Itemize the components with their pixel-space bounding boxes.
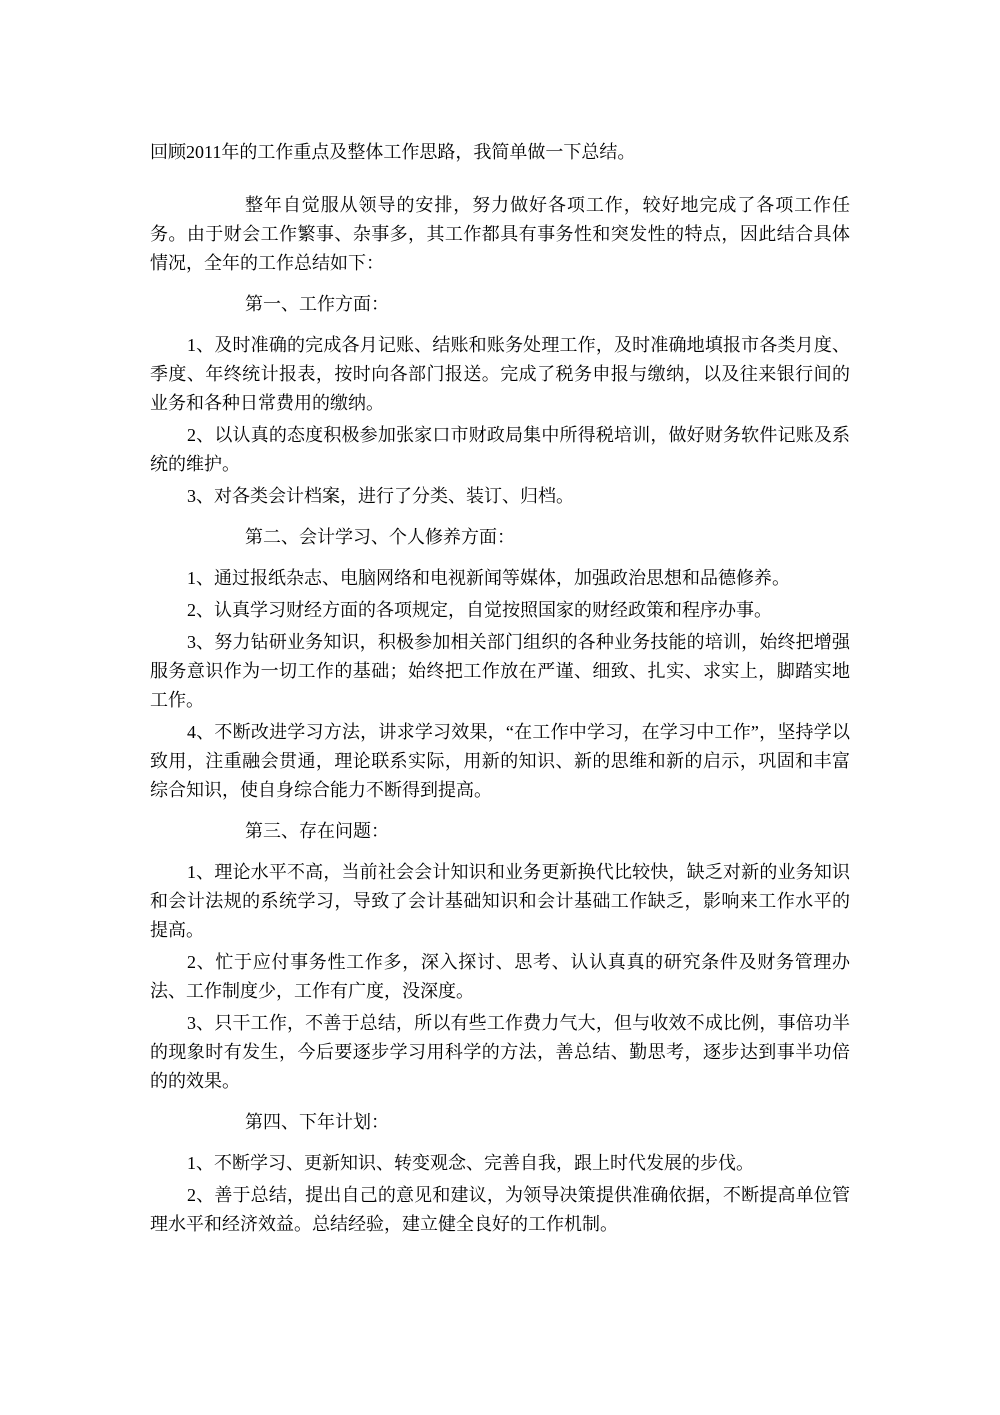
- paragraph: 回顾2011年的工作重点及整体工作思路，我简单做一下总结。: [150, 142, 636, 162]
- paragraph: 整年自觉服从领导的安排，努力做好各项工作，较好地完成了各项工作任务。由于财会工作繁事、杂事多，其工作都具有事务性和突发性的特点，因此结合具体情况，全年的工作总结如下：: [150, 195, 850, 273]
- section-heading: 第四、下年计划：: [245, 1112, 389, 1132]
- section-heading: 第二、会计学习、个人修养方面：: [245, 527, 515, 547]
- paragraph: 4、不断改进学习方法，讲求学习效果，“在工作中学习，在学习中工作”，坚持学以致用，注重融会贯通，理论联系实际，用新的知识、新的思维和新的启示，巩固和丰富综合知识，使自身综合能力不断得到提高。: [150, 722, 850, 800]
- paragraph: 2、善于总结，提出自己的意见和建议，为领导决策提供准确依据，不断提高单位管理水平和经济效益。总结经验，建立健全良好的工作机制。: [150, 1185, 850, 1234]
- paragraph-list: [150, 138, 850, 1239]
- paragraph: 3、努力钻研业务知识，积极参加相关部门组织的各种业务技能的培训，始终把增强服务意识作为一切工作的基础；始终把工作放在严谨、细致、扎实、求实上，脚踏实地工作。: [150, 632, 850, 710]
- paragraph: 2、忙于应付事务性工作多，深入探讨、思考、认认真真的研究条件及财务管理办法、工作制度少，工作有广度，没深度。: [150, 952, 850, 1001]
- section-heading: 第一、工作方面：: [245, 294, 389, 314]
- paragraph: 2、以认真的态度积极参加张家口市财政局集中所得税培训，做好财务软件记账及系统的维护。: [150, 425, 850, 474]
- paragraph: 3、只干工作，不善于总结，所以有些工作费力气大，但与收效不成比例，事倍功半的现象时有发生，今后要逐步学习用科学的方法，善总结、勤思考，逐步达到事半功倍的的效果。: [150, 1013, 850, 1091]
- section-heading: 第三、存在问题：: [245, 821, 389, 841]
- paragraph: 1、不断学习、更新知识、转变观念、完善自我，跟上时代发展的步伐。: [187, 1153, 754, 1173]
- paragraph: 3、对各类会计档案，进行了分类、装订、归档。: [187, 486, 574, 506]
- paragraph: 1、理论水平不高，当前社会会计知识和业务更新换代比较快，缺乏对新的业务知识和会计法规的系统学习，导致了会计基础知识和会计基础工作缺乏，影响来工作水平的提高。: [150, 862, 850, 940]
- paragraph: 1、通过报纸杂志、电脑网络和电视新闻等媒体，加强政治思想和品德修养。: [187, 568, 790, 588]
- paragraph: 1、及时准确的完成各月记账、结账和账务处理工作，及时准确地填报市各类月度、季度、年终统计报表，按时向各部门报送。完成了税务申报与缴纳，以及往来银行间的业务和各种日常费用的缴纳。: [150, 335, 850, 413]
- paragraph: 2、认真学习财经方面的各项规定，自觉按照国家的财经政策和程序办事。: [187, 600, 772, 620]
